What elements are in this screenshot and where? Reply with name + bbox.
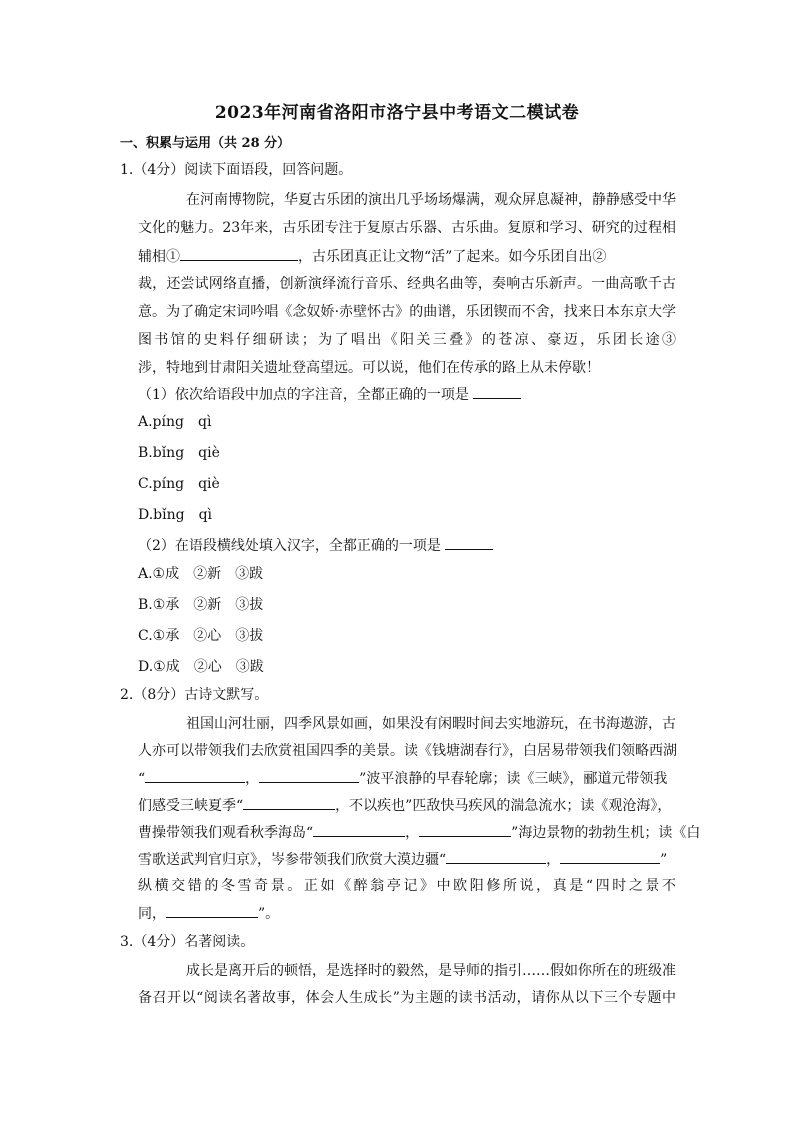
q2-paragraph-line: 们感受三峡夏季“ ，不以疾也”匹敌快马疾风的湍急流水；读《观沧海》， bbox=[138, 795, 671, 816]
q3-paragraph-line: 备召开以“阅读名著故事，体会人生成长”为主题的读书活动，请你从以下三个专题中 bbox=[138, 990, 676, 1006]
answer-blank[interactable] bbox=[180, 246, 298, 261]
q2-paragraph-line: 同， ”。 bbox=[138, 903, 279, 924]
q2-paragraph-line: 纵横交错的冬雪奇景。正如《醉翁亭记》中欧阳修所说，真是“四时之景不 bbox=[138, 878, 676, 894]
q1-paragraph-line: 辅相① ，古乐团真正让文物“活”了起来。如今乐团自出② bbox=[138, 246, 606, 267]
q1-paragraph-line: 文化的魅力。23年来，古乐团专注于复原古乐器、古乐曲。复原和学习、研究的过程相 bbox=[138, 220, 676, 236]
answer-blank[interactable] bbox=[166, 903, 258, 918]
option-c[interactable]: C.píng qiè bbox=[138, 476, 220, 492]
q1-paragraph-line: 裁，还尝试网络直播，创新演绎流行音乐、经典名曲等，奏响古乐新声。一曲高歌千古 bbox=[138, 276, 676, 292]
q2-paragraph-line: 雪歌送武判官归京》，岑参带领我们欣赏大漠边疆“ ， ” bbox=[138, 849, 667, 870]
q3-paragraph-line: 成长是离开后的顿悟，是选择时的毅然，是导师的指引……假如你所在的班级准 bbox=[186, 963, 676, 979]
answer-blank[interactable] bbox=[446, 849, 546, 864]
q2-paragraph-line: 人亦可以带领我们去欣赏祖国四季的美景。读《钱塘湖春行》，白居易带领我们领略西湖 bbox=[138, 743, 677, 759]
page-title: 2023年河南省洛阳市洛宁县中考语文二模试卷 bbox=[214, 103, 580, 123]
question-1-header: 1.（4分）阅读下面语段，回答问题。 bbox=[120, 162, 353, 178]
option-a[interactable]: A.píng qì bbox=[138, 414, 212, 430]
q1-paragraph-line: 意。为了确定宋词吟唱《念奴娇·赤壁怀古》的曲谱，乐团锲而不舍，找来日本东京大学 bbox=[138, 304, 676, 320]
answer-blank[interactable] bbox=[473, 384, 521, 399]
answer-blank[interactable] bbox=[560, 849, 660, 864]
sub-question-2-prompt: （2）在语段横线处填入汉字，全都正确的一项是 bbox=[138, 535, 493, 556]
question-2-header: 2.（8分）古诗文默写。 bbox=[120, 687, 269, 703]
option-b[interactable]: B.bǐng qiè bbox=[138, 445, 220, 461]
option-c[interactable]: C.①承 ②心 ③拔 bbox=[138, 628, 264, 644]
q2-paragraph-line: 祖国山河壮丽，四季风景如画，如果没有闲暇时间去实地游玩，在书海遨游，古 bbox=[186, 716, 676, 732]
option-d[interactable]: D.bǐng qì bbox=[138, 507, 213, 523]
answer-blank[interactable] bbox=[313, 822, 405, 837]
option-b[interactable]: B.①承 ②新 ③拔 bbox=[138, 597, 264, 613]
q1-paragraph-line: 涉，特地到甘肃阳关遗址登高望远。可以说，他们在传承的路上从未停歇！ bbox=[138, 360, 600, 376]
answer-blank[interactable] bbox=[145, 768, 245, 783]
q2-paragraph-line: 曹操带领我们观看秋季海岛“ ， ”海边景物的勃勃生机；读《白 bbox=[138, 822, 700, 843]
q1-paragraph-line: 在河南博物院，华夏古乐团的演出几乎场场爆满，观众屏息凝神，静静感受中华 bbox=[186, 192, 676, 208]
option-d[interactable]: D.①成 ②心 ③跋 bbox=[138, 659, 264, 675]
section-heading: 一、积累与运用（共 28 分） bbox=[120, 136, 291, 151]
sub-question-1-prompt: （1）依次给语段中加点的字注音，全都正确的一项是 bbox=[138, 384, 521, 405]
answer-blank[interactable] bbox=[259, 768, 359, 783]
question-3-header: 3.（4分）名著阅读。 bbox=[120, 934, 255, 950]
answer-blank[interactable] bbox=[243, 795, 335, 810]
answer-blank[interactable] bbox=[445, 535, 493, 550]
q2-paragraph-line: “ ， ”波平浪静的早春轮廓；读《三峡》，郦道元带领我 bbox=[138, 768, 667, 789]
answer-blank[interactable] bbox=[419, 822, 511, 837]
q1-paragraph-line: 图书馆的史料仔细研读；为了唱出《阳关三叠》的苍凉、豪迈，乐团长途③ bbox=[138, 332, 676, 348]
option-a[interactable]: A.①成 ②新 ③跋 bbox=[138, 566, 264, 582]
